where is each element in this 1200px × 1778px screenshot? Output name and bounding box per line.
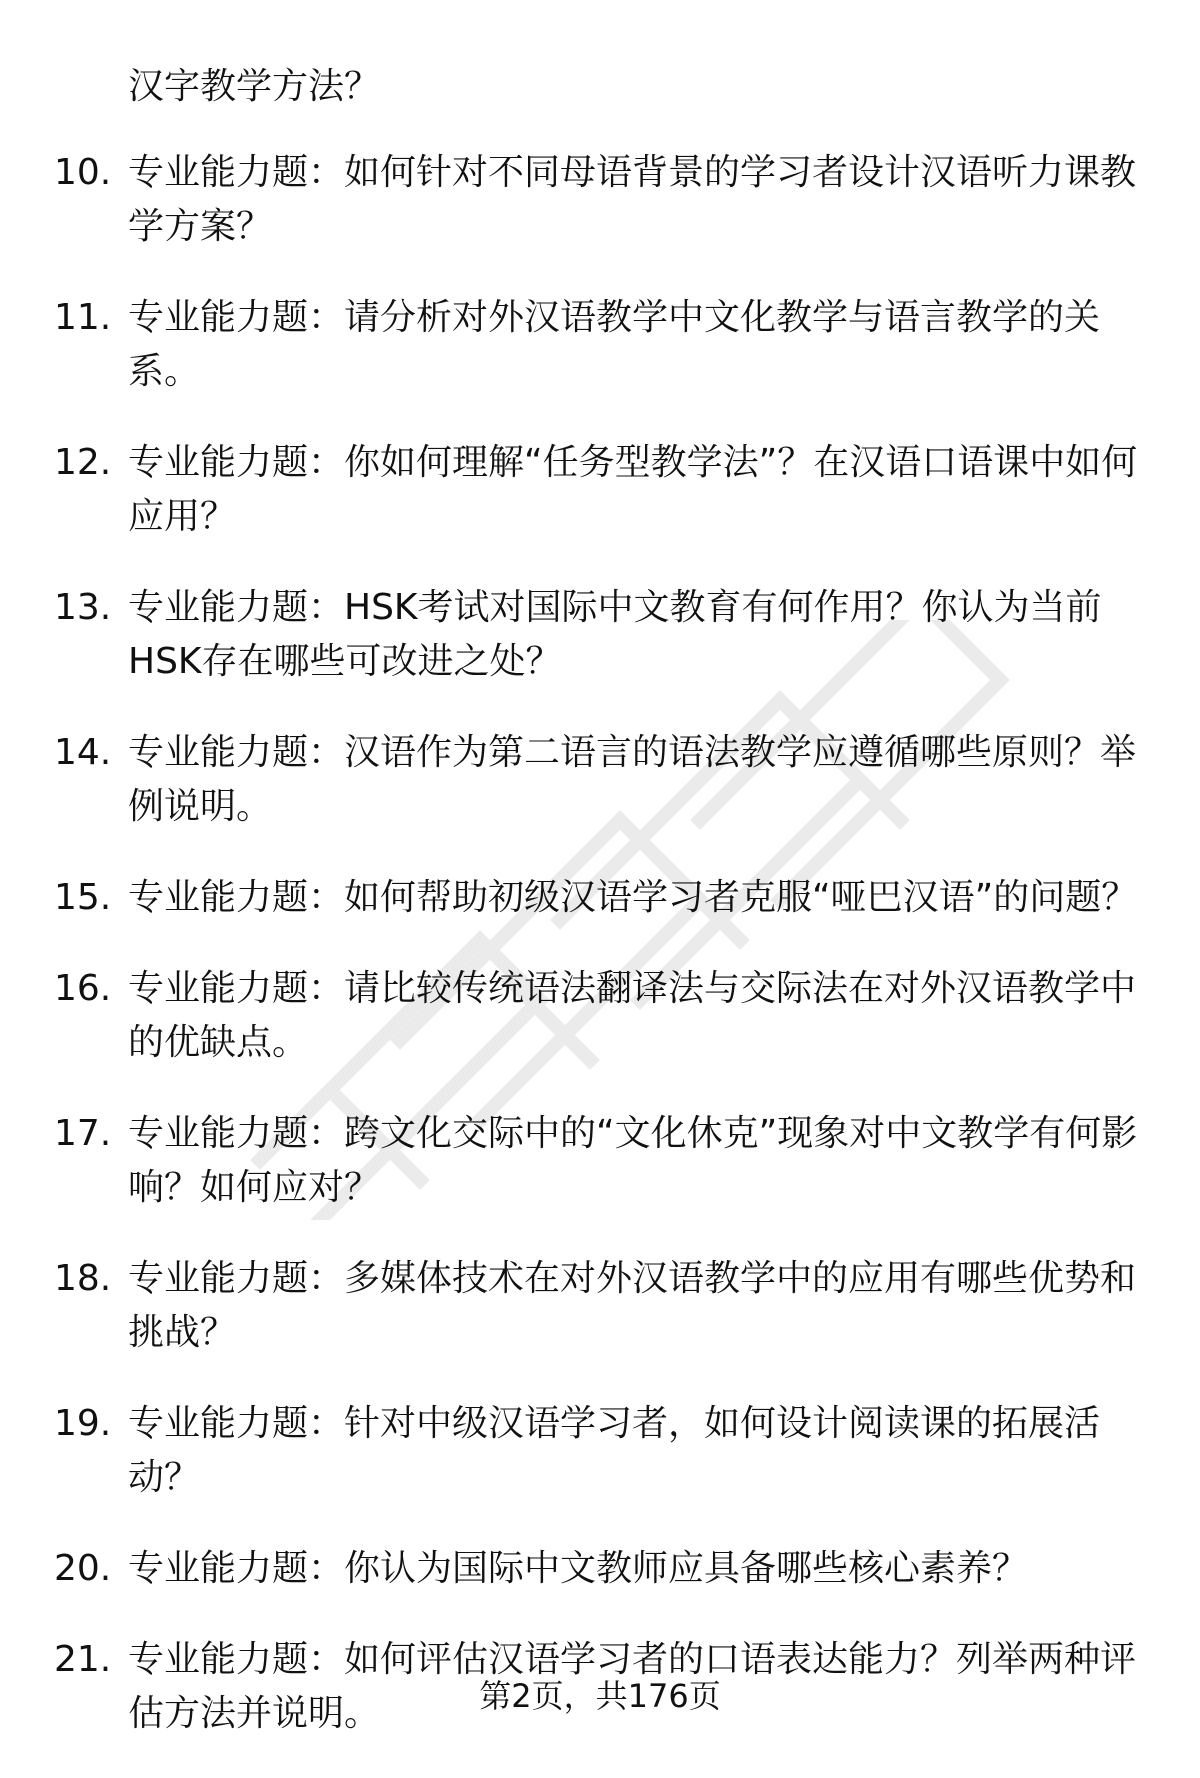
question-text: 专业能力题：跨文化交际中的“文化休克”现象对中文教学有何影响？如何应对？ — [128, 1113, 1138, 1208]
question-number: 21. — [54, 1639, 112, 1680]
question-text: 专业能力题：如何评估汉语学习者的口语表达能力？列举两种评估方法并说明。 — [128, 1639, 1137, 1734]
question-text: 专业能力题：汉语作为第二语言的语法教学应遵循哪些原则？举例说明。 — [128, 732, 1137, 827]
question-number: 16. — [54, 968, 112, 1009]
list-item — [0, 581, 1158, 689]
question-number: 20. — [54, 1548, 112, 1589]
question-number: 18. — [54, 1258, 112, 1299]
list-item — [0, 726, 1158, 834]
question-text: 专业能力题：你认为国际中文教师应具备哪些核心素养？ — [128, 1548, 1029, 1589]
question-number: 10. — [54, 152, 112, 193]
question-list — [0, 146, 1200, 1778]
question-text: 专业能力题：如何针对不同母语背景的学习者设计汉语听力课教学方案？ — [128, 152, 1137, 247]
list-item — [0, 962, 1158, 1070]
question-text: 专业能力题：如何帮助初级汉语学习者克服“哑巴汉语”的问题？ — [128, 877, 1138, 918]
question-number: 14. — [54, 732, 112, 773]
question-number: 19. — [54, 1403, 112, 1444]
page-number-footer: 第2页，共176页 — [479, 1677, 721, 1715]
list-item — [0, 1397, 1158, 1505]
list-item — [0, 146, 1158, 254]
question-text: 专业能力题：请比较传统语法翻译法与交际法在对外汉语教学中的优缺点。 — [128, 968, 1137, 1063]
continued-question-text: 汉字教学方法？ — [128, 66, 381, 107]
question-text: 专业能力题：你如何理解“任务型教学法”？在汉语口语课中如何应用？ — [128, 442, 1138, 537]
question-text: 专业能力题：多媒体技术在对外汉语教学中的应用有哪些优势和挑战？ — [128, 1258, 1137, 1353]
question-text: 专业能力题：针对中级汉语学习者，如何设计阅读课的拓展活动？ — [128, 1403, 1101, 1498]
question-text: 专业能力题：HSK考试对国际中文教育有何作用？你认为当前HSK存在哪些可改进之处？ — [128, 587, 1102, 682]
list-item — [0, 1542, 1158, 1596]
list-item — [0, 1107, 1158, 1215]
question-number: 11. — [54, 297, 112, 338]
list-item — [0, 871, 1158, 925]
list-item — [0, 1252, 1158, 1360]
question-number: 13. — [54, 587, 112, 628]
question-text: 专业能力题：请分析对外汉语教学中文化教学与语言教学的关系。 — [128, 297, 1101, 392]
question-number: 15. — [54, 877, 112, 918]
list-item — [0, 291, 1158, 399]
question-number: 12. — [54, 442, 112, 483]
list-item — [0, 436, 1158, 544]
question-number: 17. — [54, 1113, 112, 1154]
